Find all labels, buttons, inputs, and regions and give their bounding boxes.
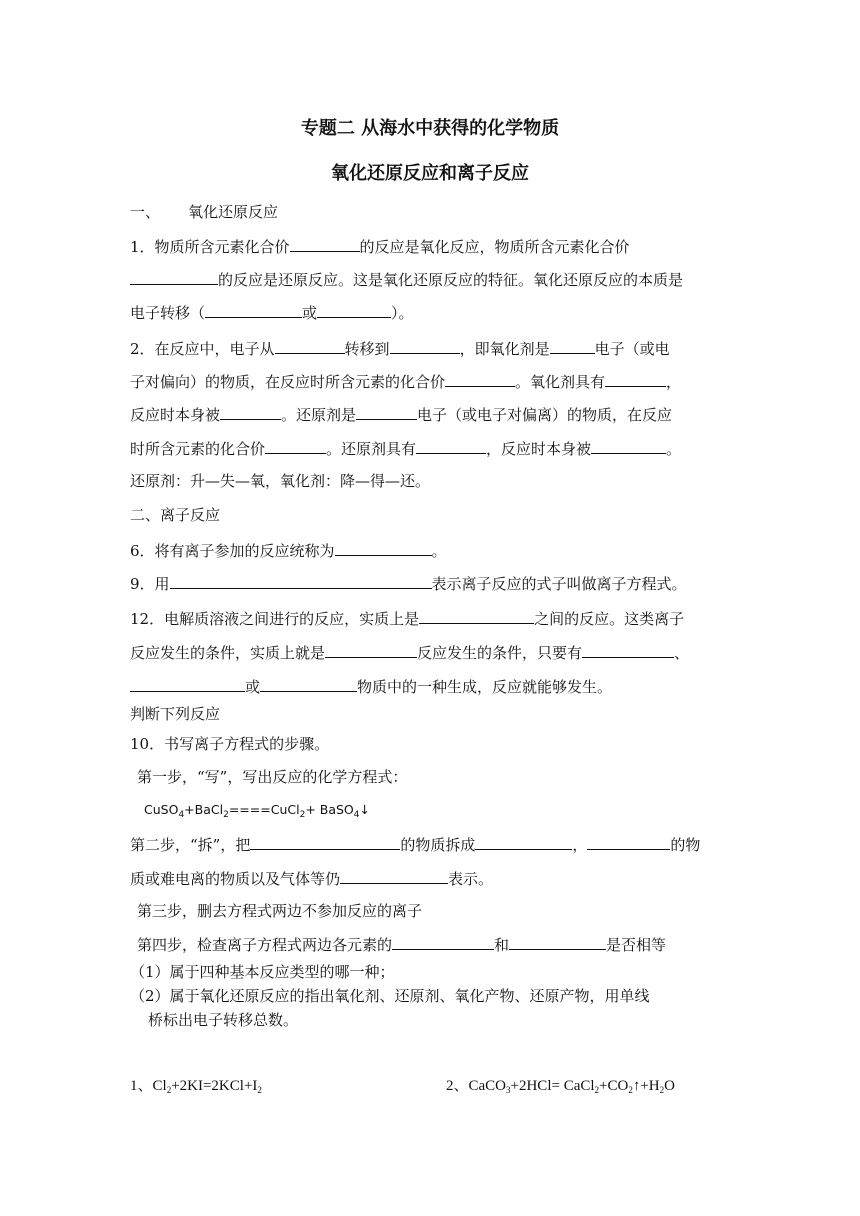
blank[interactable]: [591, 438, 666, 454]
section-heading-ionic: 二、离子反应: [130, 506, 221, 524]
step2-line2: 质或难电离的物质以及气体等仍 表示。: [130, 870, 494, 888]
q2-line4: 时所含元素的化合价 。还原剂具有 ，反应时本身被 。: [130, 440, 682, 458]
q10-heading: 10．书写离子方程式的步骤。: [130, 735, 330, 753]
q1-line3: 电子转移（ 或 ）。: [130, 304, 414, 322]
step4-line: 第四步，检查离子方程式两边各元素的 和 是否相等: [137, 936, 667, 954]
blank[interactable]: [317, 302, 391, 318]
blank[interactable]: [335, 540, 432, 556]
blank[interactable]: [419, 608, 534, 624]
step1-line: 第一步，“写”，写出反应的化学方程式：: [137, 768, 408, 786]
blank[interactable]: [250, 834, 400, 850]
task2-line2: 桥标出电子转移总数。: [148, 1011, 299, 1029]
page-subtitle: 氧化还原反应和离子反应: [331, 163, 529, 184]
blank[interactable]: [416, 438, 486, 454]
q1-line1: 1．物质所含元素化合价 的反应是氧化反应，物质所含元素化合价: [130, 238, 630, 256]
blank[interactable]: [445, 371, 515, 387]
q12-line2: 反应发生的条件，实质上就是 反应发生的条件，只要有 、: [130, 644, 690, 662]
blank[interactable]: [290, 236, 360, 252]
blank[interactable]: [587, 834, 670, 850]
step3-line: 第三步，删去方程式两边不参加反应的离子: [137, 902, 423, 920]
q2-line1: 2．在反应中，电子从 转移到 ，即氧化剂是 电子（或电: [130, 340, 670, 358]
q12-line3: 或 物质中的一种生成，反应就能够发生。: [130, 676, 612, 697]
q2-line3: 反应时本身被 。还原剂是 电子（或电子对偏离）的物质，在反应: [130, 406, 673, 424]
blank[interactable]: [130, 269, 218, 285]
section-heading-redox: 一、 氧化还原反应: [130, 203, 279, 221]
q6-line: 6．将有离子参加的反应统称为 。: [130, 542, 447, 560]
reaction-1: 1、$Cl_2+2KI=2KCl+I_2$: [130, 1078, 262, 1095]
blank[interactable]: [265, 438, 326, 454]
page-title: 专题二 从海水中获得的化学物质: [300, 118, 560, 139]
equation-cuso4: CuSO$_4$+BaCl$_2$====CuCl$_2$+ BaSO$_4$↓: [144, 802, 370, 820]
blank[interactable]: [205, 302, 302, 318]
blank[interactable]: [475, 834, 572, 850]
judge-heading: 判断下列反应: [130, 705, 221, 723]
blank[interactable]: [220, 404, 281, 420]
blank[interactable]: [392, 934, 494, 950]
blank[interactable]: [582, 642, 674, 658]
q12-line1: 12．电解质溶液之间进行的反应，实质上是 之间的反应。这类离子: [130, 610, 685, 628]
step2-line1: 第二步，“拆”，把 的物质拆成 ， 的物: [130, 836, 701, 854]
task2-line1: （2）属于氧化还原反应的指出氧化剂、还原剂、氧化产物、还原产物，用单线: [130, 987, 650, 1005]
blank[interactable]: [325, 642, 417, 658]
blank[interactable]: [605, 371, 666, 387]
blank[interactable]: [130, 676, 245, 692]
blank[interactable]: [550, 338, 595, 354]
blank[interactable]: [509, 934, 606, 950]
q2-line2: 子对偏向）的物质，在反应时所含元素的化合价 。氧化剂具有 ，: [130, 373, 682, 391]
blank[interactable]: [390, 338, 460, 354]
blank[interactable]: [340, 868, 448, 884]
blank[interactable]: [170, 573, 432, 589]
blank[interactable]: [356, 404, 417, 420]
q1-line2: 的反应是还原反应。这是氧化还原反应的特征。氧化还原反应的本质是: [130, 269, 683, 290]
blank[interactable]: [275, 338, 345, 354]
task1-line: （1）属于四种基本反应类型的哪一种；: [130, 963, 395, 981]
mnemonic-line: 还原剂：升—失—氧，氧化剂：降—得—还。: [130, 472, 431, 490]
blank[interactable]: [260, 676, 357, 692]
reaction-2: 2、CaCO$_3$+2HCl= $CaCl_2+CO_2↑+H_2O$: [446, 1078, 675, 1095]
q9-line: 9．用 表示离子反应的式子叫做离子方程式。: [130, 575, 687, 593]
